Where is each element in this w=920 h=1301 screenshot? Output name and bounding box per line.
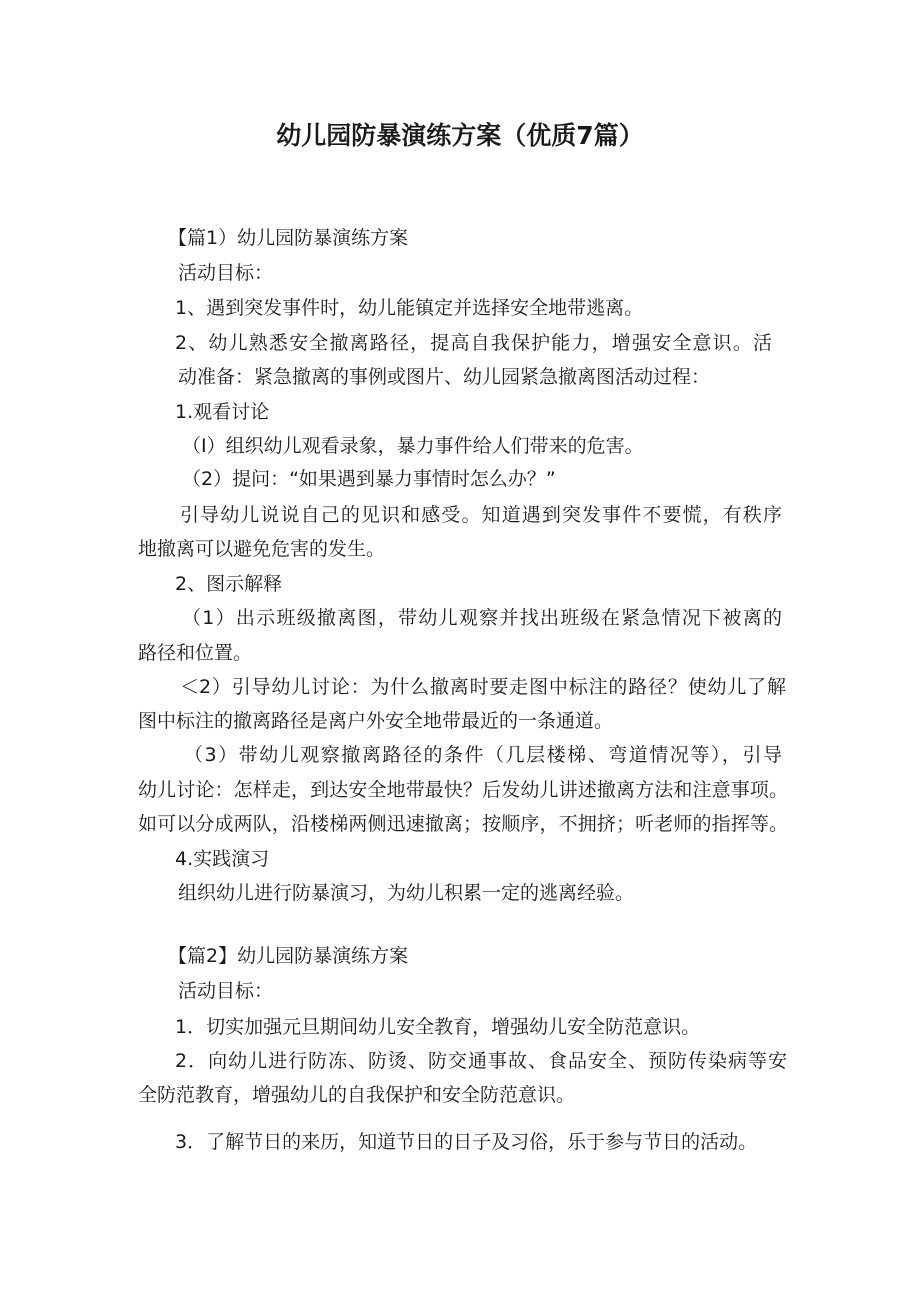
paragraph-line: 全防范教育，增强幼儿的自我保护和安全防范意识。 — [138, 1084, 576, 1106]
paragraph-line: 如可以分成两队，沿楼梯两侧迅速撤离；按顺序，不拥挤；听老师的指挥等。 — [138, 813, 788, 835]
paragraph-line: 2、图示解释 — [175, 573, 283, 595]
paragraph-line: 组织幼儿进行防暴演习，为幼儿积累一定的逃离经验。 — [178, 882, 635, 904]
document-title: 幼儿园防暴演练方案（优质7篇） — [276, 121, 644, 150]
paragraph-line: 3．了解节日的来历，知道节日的日子及习俗，乐于参与节日的活动。 — [175, 1131, 758, 1153]
paragraph-line: 4.实践演习 — [175, 848, 270, 870]
paragraph-line: （2）提问：“如果遇到暴力事情时怎么办？” — [182, 468, 556, 490]
paragraph-line: 1．切实加强元旦期间幼儿安全教育，增强幼儿安全防范意识。 — [175, 1016, 701, 1038]
paragraph-line: 幼儿讨论：怎样走，到达安全地带最快？后发幼儿讲述撤离方法和注意事项。 — [138, 779, 788, 801]
paragraph-line: 活动目标： — [178, 980, 274, 1002]
paragraph-line: 活动目标： — [178, 262, 274, 284]
section-heading: 【篇1）幼儿园防暴演练方案 — [168, 227, 409, 249]
paragraph-line: 引导幼儿说说自己的见识和感受。知道遇到突发事件不要慌，有秩序 — [180, 504, 782, 526]
paragraph-line: （3）带幼儿观察撤离路径的条件（几层楼梯、弯道情况等），引导 — [184, 744, 782, 766]
paragraph-line: 1、遇到突发事件时，幼儿能镇定并选择安全地带逃离。 — [175, 297, 644, 319]
paragraph-line: ＜2）引导幼儿讨论：为什么撤离时要走图中标注的路径？使幼儿了解 — [180, 676, 786, 698]
section-heading: 【篇2】幼儿园防暴演练方案 — [168, 945, 409, 967]
paragraph-line: 2、幼儿熟悉安全撤离路径，提高自我保护能力，增强安全意识。活 — [175, 332, 772, 354]
paragraph-line: 2．向幼儿进行防冻、防烫、防交通事故、食品安全、预防传染病等安 — [175, 1050, 787, 1072]
paragraph-line: 动准备：紧急撤离的事例或图片、幼儿园紧急撤离图活动过程： — [178, 366, 711, 388]
paragraph-line: 1.观看讨论 — [175, 401, 270, 423]
paragraph-line: 路径和位置。 — [138, 642, 253, 664]
paragraph-line: 地撤离可以避免危害的发生。 — [138, 538, 386, 560]
paragraph-line: （I）组织幼儿观看录象，暴力事件给人们带来的危害。 — [182, 435, 644, 457]
paragraph-line: （1）出示班级撤离图，带幼儿观察并找出班级在紧急情况下被离的 — [182, 607, 782, 629]
paragraph-line: 图中标注的撤离路径是离户外安全地带最近的一条通道。 — [138, 710, 614, 732]
